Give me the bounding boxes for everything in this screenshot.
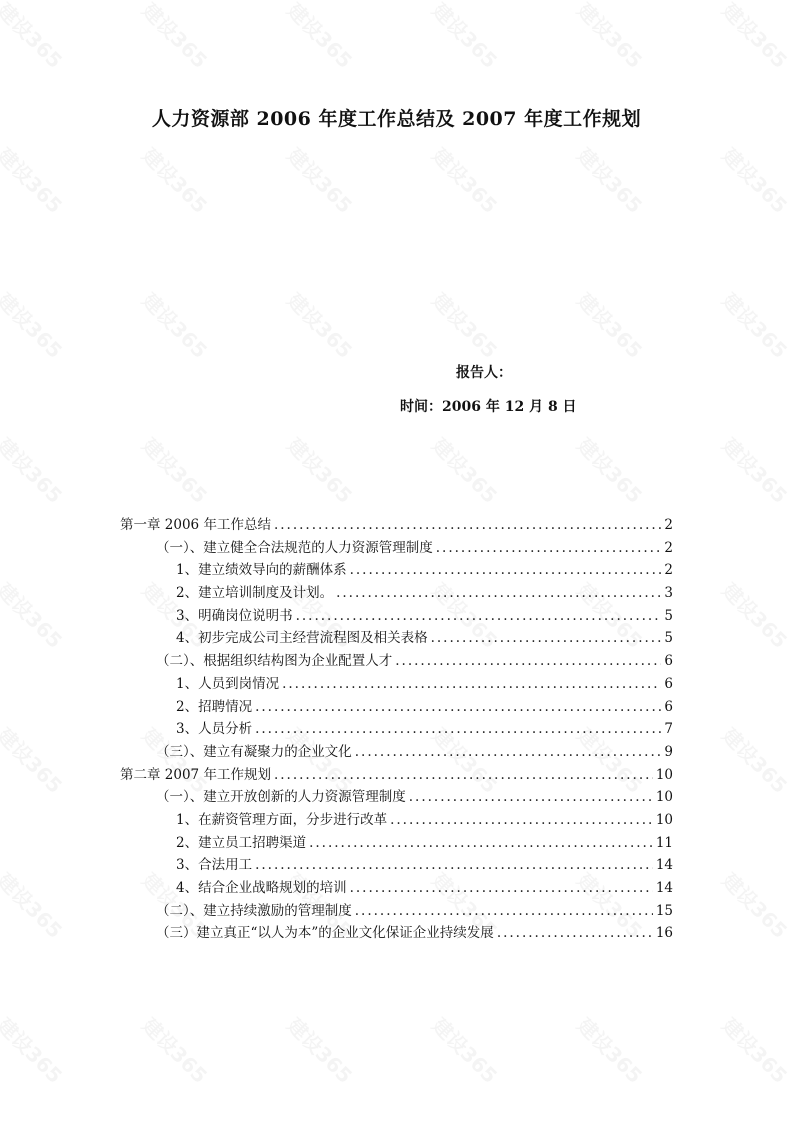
toc-leader-dots (350, 559, 662, 582)
toc-leader-dots (336, 582, 661, 605)
toc-entry-title: 第一章 2006 年工作总结 (120, 517, 271, 533)
watermark-text (717, 575, 793, 653)
toc-entry-title: （三）建立真正“以人为本”的企业文化保证企业持续发展 (156, 925, 494, 942)
watermark-text (427, 285, 505, 363)
toc-page-number: 2 (664, 562, 673, 579)
watermark-text (0, 285, 70, 363)
toc-leader-dots (355, 900, 653, 923)
toc-page-number: 7 (664, 721, 673, 738)
toc-page-number: 5 (664, 607, 673, 624)
toc-leader-dots (395, 650, 661, 673)
toc-leader-dots (390, 809, 653, 832)
toc-entry-title: 第二章 2007 年工作规划 (120, 766, 271, 783)
watermark-text (717, 140, 793, 218)
toc-page-number: 10 (655, 766, 673, 783)
watermark-text (572, 430, 650, 508)
toc-leader-dots (296, 605, 662, 628)
toc-entry-title: （一）、建立开放创新的人力资源管理制度 (156, 789, 406, 806)
toc-entry-title: 4、结合企业战略规划的培训 (176, 880, 347, 896)
watermark-text (717, 430, 793, 508)
watermark-text (427, 430, 505, 508)
toc-entry[interactable] (120, 673, 673, 696)
toc-leader-dots (497, 922, 653, 945)
toc-entry-title: （三）、建立有凝聚力的企业文化 (156, 743, 352, 760)
watermark-text (717, 0, 793, 74)
watermark-text (282, 140, 360, 218)
toc-entry[interactable] (120, 627, 673, 650)
toc-entry-title: 1、建立绩效导向的薪酬体系 (176, 562, 347, 579)
watermark-text (427, 0, 505, 74)
watermark-text (282, 0, 360, 74)
watermark-text (427, 140, 505, 218)
toc-leader-dots (409, 786, 653, 809)
toc-entry[interactable] (120, 900, 673, 923)
toc-entry-title: （一）、建立健全合法规范的人力资源管理制度 (156, 539, 433, 556)
document-title: 人力资源部 2006 年度工作总结及 2007 年度工作规划 (151, 108, 642, 130)
toc-entry[interactable] (120, 832, 673, 855)
watermark-text (282, 1010, 360, 1088)
report-date: 时间：2006 年 12 月 8 日 (400, 399, 577, 415)
toc-entry[interactable] (120, 809, 673, 832)
watermark-text (572, 285, 650, 363)
toc-entry[interactable] (120, 741, 673, 764)
toc-entry-title: （二）、根据组织结构图为企业配置人才 (156, 653, 393, 670)
watermark-text (0, 720, 70, 798)
toc-leader-dots (350, 877, 653, 900)
watermark-text (427, 1010, 505, 1088)
toc-page-number: 3 (664, 585, 673, 602)
toc-entry-title: 4、初步完成公司主经营流程图及相关表格 (176, 630, 428, 647)
toc-entry[interactable] (120, 718, 673, 741)
toc-entry-title: 2、招聘情况 (176, 698, 253, 715)
watermark-text (282, 285, 360, 363)
toc-entry[interactable] (120, 514, 673, 537)
watermark-text (717, 865, 793, 943)
toc-entry[interactable] (120, 537, 673, 560)
toc-leader-dots (255, 696, 661, 719)
toc-leader-dots (436, 537, 662, 560)
toc-leader-dots (431, 627, 662, 650)
watermark-text (282, 430, 360, 508)
toc-entry-title: （二）、建立持续激励的管理制度 (156, 902, 352, 919)
toc-leader-dots (274, 514, 661, 537)
toc-entry[interactable] (120, 582, 673, 605)
toc-page-number: 2 (664, 517, 673, 533)
watermark-text (137, 430, 215, 508)
toc-page-number: 11 (655, 834, 673, 851)
toc-entry-title: 1、人员到岗情况 (176, 675, 280, 692)
watermark-text (0, 0, 70, 74)
toc-entry[interactable] (120, 559, 673, 582)
toc-page-number: 10 (655, 789, 673, 806)
watermark-text (0, 1010, 70, 1088)
toc-entry-title: 3、合法用工 (176, 857, 253, 874)
toc-leader-dots (355, 741, 662, 764)
toc-entry[interactable] (120, 764, 673, 787)
toc-page-number: 6 (664, 698, 673, 715)
table-of-contents (120, 514, 673, 945)
toc-page-number: 10 (655, 811, 673, 828)
toc-leader-dots (309, 832, 653, 855)
watermark-text (0, 865, 70, 943)
toc-entry[interactable] (120, 650, 673, 673)
watermark-text (717, 285, 793, 363)
reporter-label: 报告人： (456, 365, 512, 381)
watermark-text (137, 285, 215, 363)
toc-page-number: 15 (655, 902, 673, 919)
toc-entry-title: 1、在薪资管理方面，分步进行改革 (176, 811, 388, 828)
toc-entry-title: 2、建立培训制度及计划。 (176, 585, 334, 602)
watermark-text (572, 1010, 650, 1088)
watermark-text (0, 140, 70, 218)
toc-entry[interactable] (120, 605, 673, 628)
watermark-text (137, 0, 215, 74)
toc-page-number: 2 (664, 539, 673, 556)
toc-leader-dots (274, 764, 653, 787)
toc-entry-title: 2、建立员工招聘渠道 (176, 834, 307, 851)
toc-page-number: 9 (664, 743, 673, 760)
toc-entry[interactable] (120, 877, 673, 900)
watermark-text (572, 140, 650, 218)
watermark-text (137, 1010, 215, 1088)
toc-entry[interactable] (120, 854, 673, 877)
toc-page-number: 6 (664, 653, 673, 670)
toc-page-number: 16 (655, 925, 673, 942)
toc-entry[interactable] (120, 696, 673, 719)
toc-entry[interactable] (120, 786, 673, 809)
toc-leader-dots (255, 854, 653, 877)
toc-page-number: 5 (664, 630, 673, 647)
toc-leader-dots (255, 718, 661, 741)
watermark-text (572, 0, 650, 74)
toc-page-number: 6 (664, 675, 673, 692)
toc-entry[interactable] (120, 922, 673, 945)
watermark-text (0, 430, 70, 508)
toc-page-number: 14 (655, 880, 673, 896)
toc-leader-dots (282, 673, 661, 696)
watermark-text (137, 140, 215, 218)
watermark-text (0, 575, 70, 653)
watermark-text (717, 720, 793, 798)
toc-page-number: 14 (655, 857, 673, 874)
watermark-text (717, 1010, 793, 1088)
toc-entry-title: 3、明确岗位说明书 (176, 607, 293, 624)
toc-entry-title: 3、人员分析 (176, 721, 253, 738)
